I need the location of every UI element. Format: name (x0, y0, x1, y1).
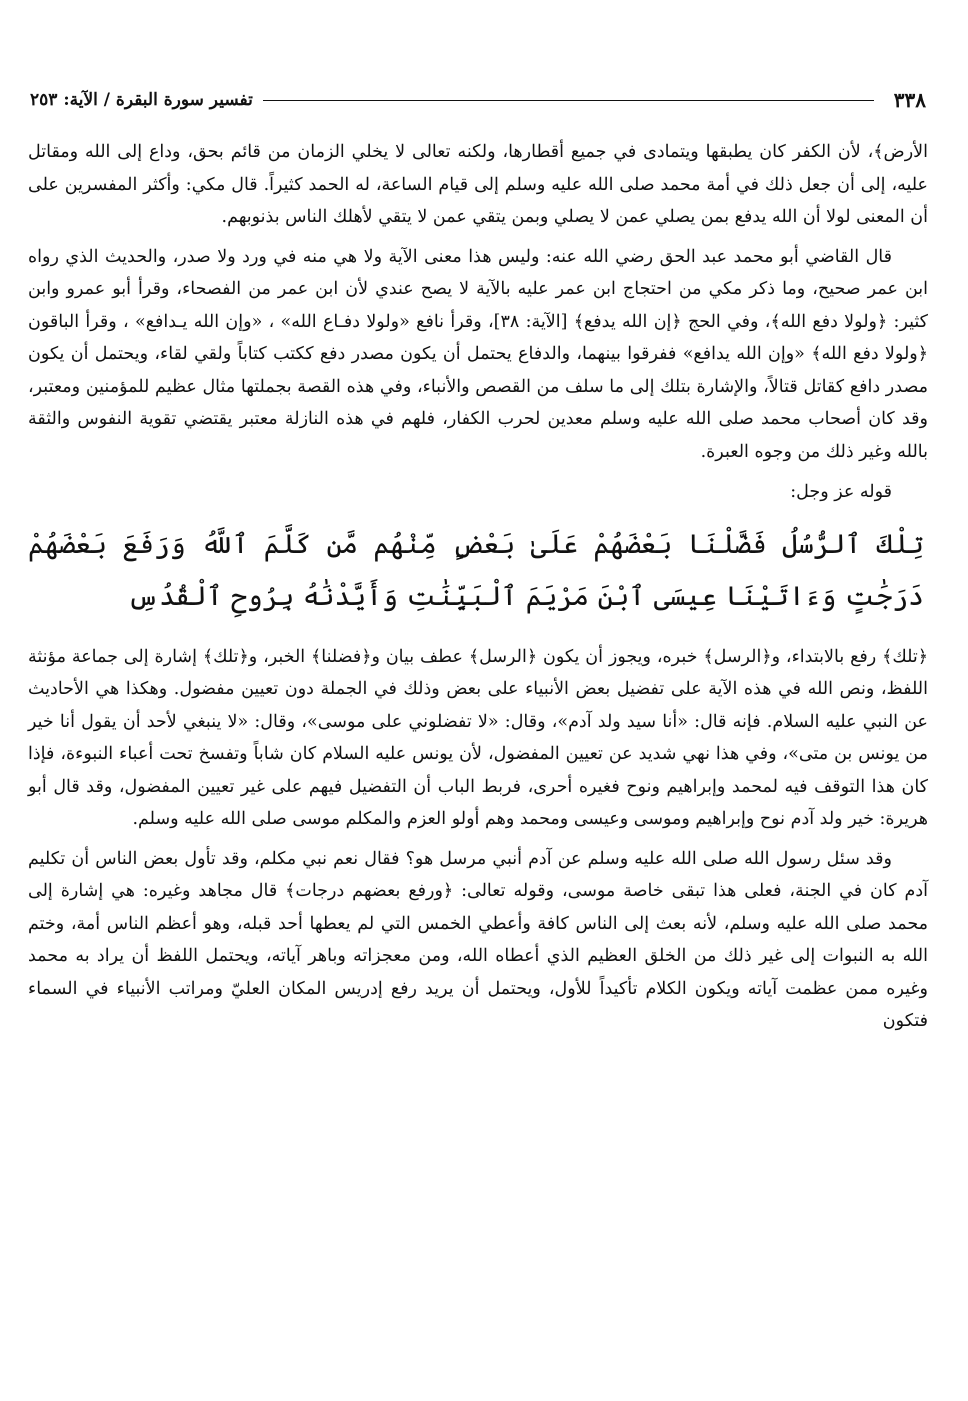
paragraph: الأرض﴾، لأن الكفر كان يطبقها ويتمادى في جميع أقطارها، ولكنه تعالى لا يخلي الزمان من قائم بحق، وداع إلى الله ومقاتل عليه، إلى أن جعل ذلك في أمة محمد صلى الله عليه وسلم إلى قيام الساعة، له الحمد كثيراً. قال مكي: وأكثر المفسرين على أن المعنى لولا أن الله يدفع بمن يصلي عمن لا يصلي وبمن يتقي عمن لا يتقي لأهلك الناس بذنوبهم. (28, 142, 928, 227)
paragraph: وقد سئل رسول الله صلى الله عليه وسلم عن آدم أنبي مرسل هو؟ فقال نعم نبي مكلم، وقد تأول بعض الناس أن تكليم آدم كان في الجنة، فعلى هذا تبقى خاصة موسى، وقوله تعالى: ﴿ورفع بعضهم درجات﴾ قال مجاهد وغيره: هي إشارة إلى محمد صلى الله عليه وسلم، لأنه بعث إلى الناس كافة وأعطي الخمس التي لم يعطها أحد قبله، وهو أعظم الناس أمة، وختم الله به النبوات إلى غير ذلك من الخلق العظيم الذي أعطاه الله، ومن معجزاته وباهر آياته، ويحتمل اللفظ أن يراد به محمد وغيره ممن عظمت آياته ويكون الكلام تأكيداً للأول، ويحتمل أن يريد رفع إدريس المكان العليّ ومراتب الأنبياء في السماء فتكون (28, 848, 928, 1031)
verse-intro: قوله عز وجل: (790, 482, 892, 502)
paragraph: قال القاضي أبو محمد عبد الحق رضي الله عنه: وليس هذا معنى الآية ولا هي منه في ورد ولا صدر، والحديث الذي رواه ابن عمر صحيح، وما ذكر مكي من احتجاج ابن عمر عليه بالآية لا يصح عندي لأن ابن عمر من الفصحاء، وقرأ أبو عمرو وابن كثير: ﴿ولولا دفع الله﴾، وفي الحج ﴿إن الله يدفع﴾ [الآية: ٣٨]، وقرأ نافع «ولولا دفـاع الله» ، «وإن الله يـدافع» ، وقرأ الباقون ﴿ولولا دفع الله﴾ «وإن الله يدافع» ففرقوا بينهما، والدفاع يحتمل أن يكون مصدر دفع ككتب كتاباً ولقي لقاء، ويحتمل أن يكون مصدر دافع كقاتل قتالاً، والإشارة بتلك إلى ما سلف من القصص والأنباء، وفي هذه القصة بجملتها مثال عظيم للمؤمنين ومعتبر، وقد كان أصحاب محمد صلى الله عليه وسلم معدين لحرب الكفار، فلهم في هذه النازلة معتبر يقتضي تقوية النفوس والثقة بالله وغير ذلك من وجوه العبرة. (28, 246, 928, 462)
page-number: ٣٣٨ (893, 88, 926, 112)
running-title: تفسير سورة البقرة / الآية: ٢٥٣ (30, 90, 253, 110)
paragraph: ﴿تلك﴾ رفع بالابتداء، و﴿الرسل﴾ خبره، ويجوز أن يكون ﴿الرسل﴾ عطف بيان و﴿فضلنا﴾ الخبر، و﴿تلك﴾ إشارة إلى جماعة مؤنثة اللفظ، ونص الله في هذه الآية على تفضيل بعض الأنبياء على بعض وذلك في الجملة دون تعيين مفضول. وهكذا هي الأحاديث عن النبي عليه السلام. فإنه قال: «أنا سيد ولد آدم»، وقال: «لا تفضلوني على موسى»، وقال: «لا ينبغي لأحد أن يقول أنا خير من يونس بن متى»، وفي هذا نهي شديد عن تعيين المفضول، لأن يونس عليه السلام كان شاباً وتفسخ تحت أعباء النبوءة، فإذا كان هذا التوقف فيه لمحمد وإبراهيم ونوح فغيره أحرى، فربط الباب أن التفضيل فيهم على غير تعيين المفضول، وقد قال أبو هريرة: خير ولد آدم نوح وإبراهيم وموسى وعيسى ومحمد وهم أولو العزم والمكلم موسى صلى الله عليه وسلم. (28, 646, 928, 829)
quran-verse: تِلْكَ ٱلرُّسُلُ فَضَّلْنَا بَعْضَهُمْ عَلَىٰ بَعْضٍ مِّنْهُم مَّن كَلَّمَ ٱللَّهُ وَرَفَعَ بَعْضَهُمْ دَرَجَٰتٍ وَءَاتَيْنَا عِيسَى ٱبْنَ مَرْيَمَ ٱلْبَيِّنَٰتِ وَأَيَّدْنَٰهُ بِرُوحِ ٱلْقُدُسِ (28, 528, 924, 612)
header-rule (263, 100, 874, 101)
page-body (28, 136, 928, 1045)
page-header (30, 86, 926, 114)
